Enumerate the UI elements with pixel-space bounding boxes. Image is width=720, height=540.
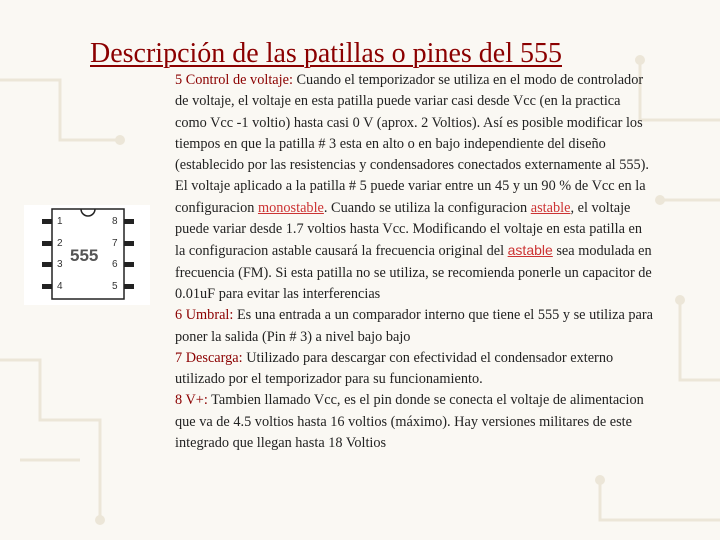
pin5-text-d: sea modulada en frecuencia (FM). Si esta patilla no se utiliza, se recomienda ponerle un capacitor de 0.01uF para evitar las interferencias xyxy=(175,243,652,302)
left-pin-legs xyxy=(42,219,52,289)
ic-555-diagram xyxy=(24,205,150,305)
astable-link-2[interactable]: astable xyxy=(507,242,553,259)
pin5-text-a: Cuando el temporizador se utiliza en el modo de controlador de voltaje, el voltaje en esta patilla puede variar casi desde Vcc (en la practica como Vcc -1 voltio) hasta casi 0 V (aprox. 2 Voltios). Así es posible modificar los tiempos en que la patilla # 3 esta en alto o en bajo independiente del diseño (establecido por las resistencias y condensadores conectados externamente al 555). El voltaje aplicado a la patilla # 5 puede variar entre un 45 y un 90 % de Vcc en la configuracion xyxy=(175,72,649,216)
pin7-label: 7 Descarga: xyxy=(175,349,243,366)
pin8-paragraph xyxy=(175,390,655,454)
monostable-link[interactable]: monostable xyxy=(257,199,324,216)
pin-number: 1 xyxy=(57,216,63,227)
pin-number: 4 xyxy=(57,281,63,292)
pin6-text: Es una entrada a un comparador interno que tiene el 555 y se utiliza para poner la salida (Pin # 3) a nivel bajo bajo xyxy=(175,307,653,345)
pin-number: 5 xyxy=(112,281,118,292)
pin-number: 8 xyxy=(112,216,118,227)
pin5-text-c: , el voltaje puede variar desde 1.7 voltios hasta Vcc. Modificando el voltaje en esta patilla en la configuracion astable causará la frecuencia original del xyxy=(175,199,643,260)
astable-link[interactable]: astable xyxy=(530,199,571,216)
pin-description-body xyxy=(175,70,655,454)
pin8-label: 8 V+: xyxy=(175,392,208,409)
pin5-text-b: . Cuando se utiliza la configuracion xyxy=(323,199,531,216)
slide-title: Descripción de las patillas o pines del 555 xyxy=(90,38,562,69)
pin7-text: Utilizado para descargar con efectividad el condensador externo utilizado por el temporizador para su funcionamiento. xyxy=(175,349,614,388)
pin-number: 6 xyxy=(112,259,118,270)
pin-number: 2 xyxy=(57,238,63,249)
chip-label: 555 xyxy=(70,246,99,265)
pin-number: 7 xyxy=(112,238,118,249)
right-pin-legs xyxy=(124,219,134,289)
pin-number: 3 xyxy=(57,259,63,270)
pin7-paragraph xyxy=(175,348,655,391)
pin5-label: 5 Control de voltaje: xyxy=(175,72,293,88)
pin6-paragraph xyxy=(175,305,655,348)
pin6-label: 6 Umbral: xyxy=(175,307,234,324)
pin5-paragraph xyxy=(175,70,655,305)
pin8-text: Tambien llamado Vcc, es el pin donde se conecta el voltaje de alimentacion que va de 4.5 voltios hasta 16 voltios (máximo). Hay versiones militares de este integrado que llegan hasta 18 Voltios xyxy=(175,392,644,452)
